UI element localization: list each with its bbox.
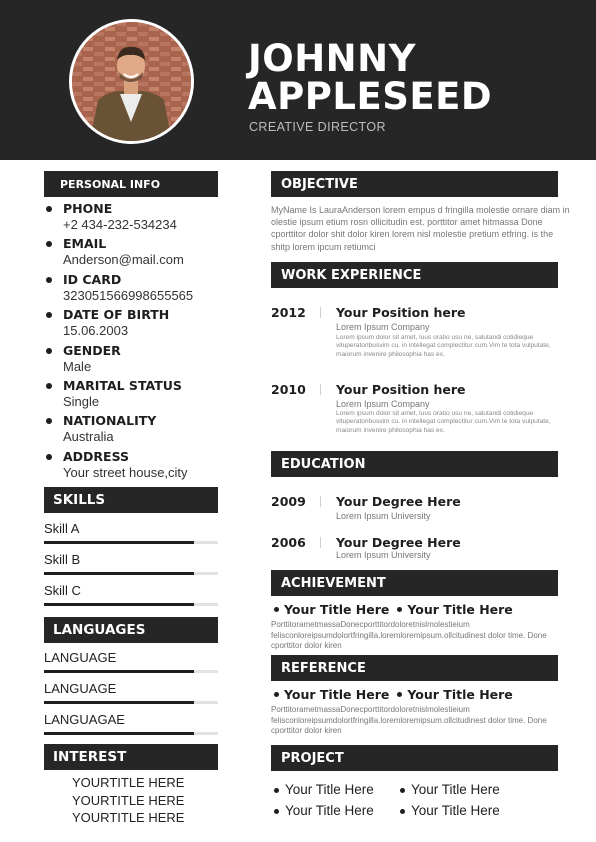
bullet-icon: [46, 348, 52, 354]
info-value: Single: [63, 394, 100, 409]
skill-bar-fill: [44, 541, 194, 544]
skill-name: Skill C: [44, 583, 81, 598]
language-name: LANGUAGE: [44, 681, 117, 696]
skill-bar: [44, 603, 218, 606]
reference-text: PorttitorametmassaDonecporttitordoloretnislmolestieium felisconloreipsumdolortfringilla.loremloremipsum.ollcitudinest dolor time. Done cporttitor dolor kiren: [271, 705, 547, 735]
objective-heading: OBJECTIVE: [271, 171, 558, 197]
achievement-title: Your Title Here: [284, 602, 390, 617]
info-value: Your street house,city: [63, 465, 188, 480]
bullet-icon: [46, 241, 52, 247]
reference-title: Your Title Here: [407, 687, 513, 702]
bullet-icon: [46, 383, 52, 389]
bullet-icon: [274, 809, 279, 814]
info-value: 3230515669986555​65: [63, 288, 194, 303]
education-degree: Your Degree Here: [336, 535, 461, 550]
bullet-icon: [46, 312, 52, 318]
reference-titles: [272, 687, 513, 702]
profile-photo: [69, 19, 194, 144]
work-company: Lorem Ipsum Company: [336, 322, 430, 332]
project-item: Your Title Here: [285, 782, 374, 797]
info-value: Australia: [63, 429, 114, 444]
bullet-icon: [400, 788, 405, 793]
skill-bar: [44, 572, 218, 575]
profile-photo-image: [72, 22, 191, 141]
reference-title: Your Title Here: [284, 687, 390, 702]
timeline-divider: [320, 307, 321, 318]
info-value: 15.06.2003: [63, 323, 129, 338]
info-label: EMAIL: [63, 236, 107, 251]
education-year: 2006: [271, 535, 306, 550]
achievement-titles: [272, 602, 513, 617]
info-value: +2 434-232-534234: [63, 217, 177, 232]
project-item: Your Title Here: [285, 803, 374, 818]
last-name: APPLESEED: [248, 75, 493, 118]
language-name: LANGUAGE: [44, 650, 117, 665]
objective-text: MyName Is LauraAnderson lorem empus d fringilla molestie ornare diam in olestie ipsum etium rosn ollicitudin est. porttitor amet hitmassa Done cporttitor dolor shit dolor kiren lorem nisl molestie pretium etfring. is the shitp lorem ipcum retiumci: [271, 205, 570, 252]
info-value: Anderson@mail.com: [63, 252, 184, 267]
work-experience-heading: WORK EXPERIENCE: [271, 262, 558, 288]
project-row: [272, 803, 500, 818]
bullet-icon: [274, 607, 279, 612]
info-label: GENDER: [63, 343, 121, 358]
info-label: DATE OF BIRTH: [63, 307, 170, 322]
skill-name: Skill A: [44, 521, 80, 536]
work-description: Lorem ipsum dolor sit amet, luus oratio usu ne, salutandi cotidieque vituperatoribusvim cu. in intellegat complectitur cum.Vim te tota vulputate, maiorum invenire philosophia has ex.: [336, 410, 551, 434]
skill-name: Skill B: [44, 552, 81, 567]
language-bar: [44, 701, 218, 704]
info-label: ADDRESS: [63, 449, 130, 464]
interest-item: YOURTITLE HERE: [72, 810, 185, 825]
interest-item: YOURTITLE HERE: [72, 793, 185, 808]
work-year: 2012: [271, 305, 306, 320]
project-item: Your Title Here: [411, 782, 500, 797]
bullet-icon: [274, 692, 279, 697]
education-year: 2009: [271, 494, 306, 509]
work-company: Lorem Ipsum Company: [336, 399, 430, 409]
achievement-heading: ACHIEVEMENT: [271, 570, 558, 596]
skill-bar-fill: [44, 572, 194, 575]
project-heading: PROJECT: [271, 745, 558, 771]
interest-heading: INTEREST: [44, 744, 218, 770]
timeline-divider: [320, 384, 321, 395]
reference-heading: REFERENCE: [271, 655, 558, 681]
language-bar: [44, 670, 218, 673]
first-name: JOHNNY: [248, 37, 416, 80]
language-bar-fill: [44, 670, 194, 673]
bullet-icon: [46, 454, 52, 460]
job-title: CREATIVE DIRECTOR: [249, 120, 386, 134]
header-banner: [0, 0, 596, 160]
education-school: Lorem Ipsum University: [336, 550, 431, 560]
language-bar-fill: [44, 701, 194, 704]
bullet-icon: [400, 809, 405, 814]
info-label: NATIONALITY: [63, 413, 157, 428]
work-year: 2010: [271, 382, 306, 397]
info-label: PHONE: [63, 201, 113, 216]
person-photo-icon: [72, 22, 191, 141]
project-row: [272, 782, 500, 797]
bullet-icon: [46, 418, 52, 424]
info-label: MARITAL STATUS: [63, 378, 182, 393]
achievement-text: PorttitorametmassaDonecporttitordoloretnislmolestieium felisconloreipsumdolortfringilla.loremloremipsum.ollcitudinest dolor time. Done cporttitor dolor kiren: [271, 620, 547, 650]
skill-bar: [44, 541, 218, 544]
personal-info-heading: PERSONAL INFO: [44, 171, 218, 197]
info-label: ID CARD: [63, 272, 122, 287]
education-heading: EDUCATION: [271, 451, 558, 477]
project-item: Your Title Here: [411, 803, 500, 818]
info-value: Male: [63, 359, 92, 374]
work-position: Your Position here: [336, 382, 466, 397]
languages-heading: LANGUAGES: [44, 617, 218, 643]
education-school: Lorem Ipsum University: [336, 511, 431, 521]
bullet-icon: [397, 692, 402, 697]
achievement-title: Your Title Here: [407, 602, 513, 617]
language-bar: [44, 732, 218, 735]
bullet-icon: [46, 277, 52, 283]
bullet-icon: [397, 607, 402, 612]
work-description: Lorem ipsum dolor sit amet, luus oratio usu ne, salutandi cotidieque vituperatoribusvim cu. in intellegat complectitur cum.Vim te tota vulputate, maiorum invenire philosophia has ex.: [336, 334, 551, 358]
bullet-icon: [274, 788, 279, 793]
language-bar-fill: [44, 732, 194, 735]
timeline-divider: [320, 496, 321, 507]
education-degree: Your Degree Here: [336, 494, 461, 509]
interest-item: YOURTITLE HERE: [72, 775, 185, 790]
timeline-divider: [320, 537, 321, 548]
skill-bar-fill: [44, 603, 194, 606]
bullet-icon: [46, 206, 52, 212]
candidate-name: [248, 37, 578, 118]
language-name: LANGUAGAE: [44, 712, 125, 727]
skills-heading: SKILLS: [44, 487, 218, 513]
work-position: Your Position here: [336, 305, 466, 320]
